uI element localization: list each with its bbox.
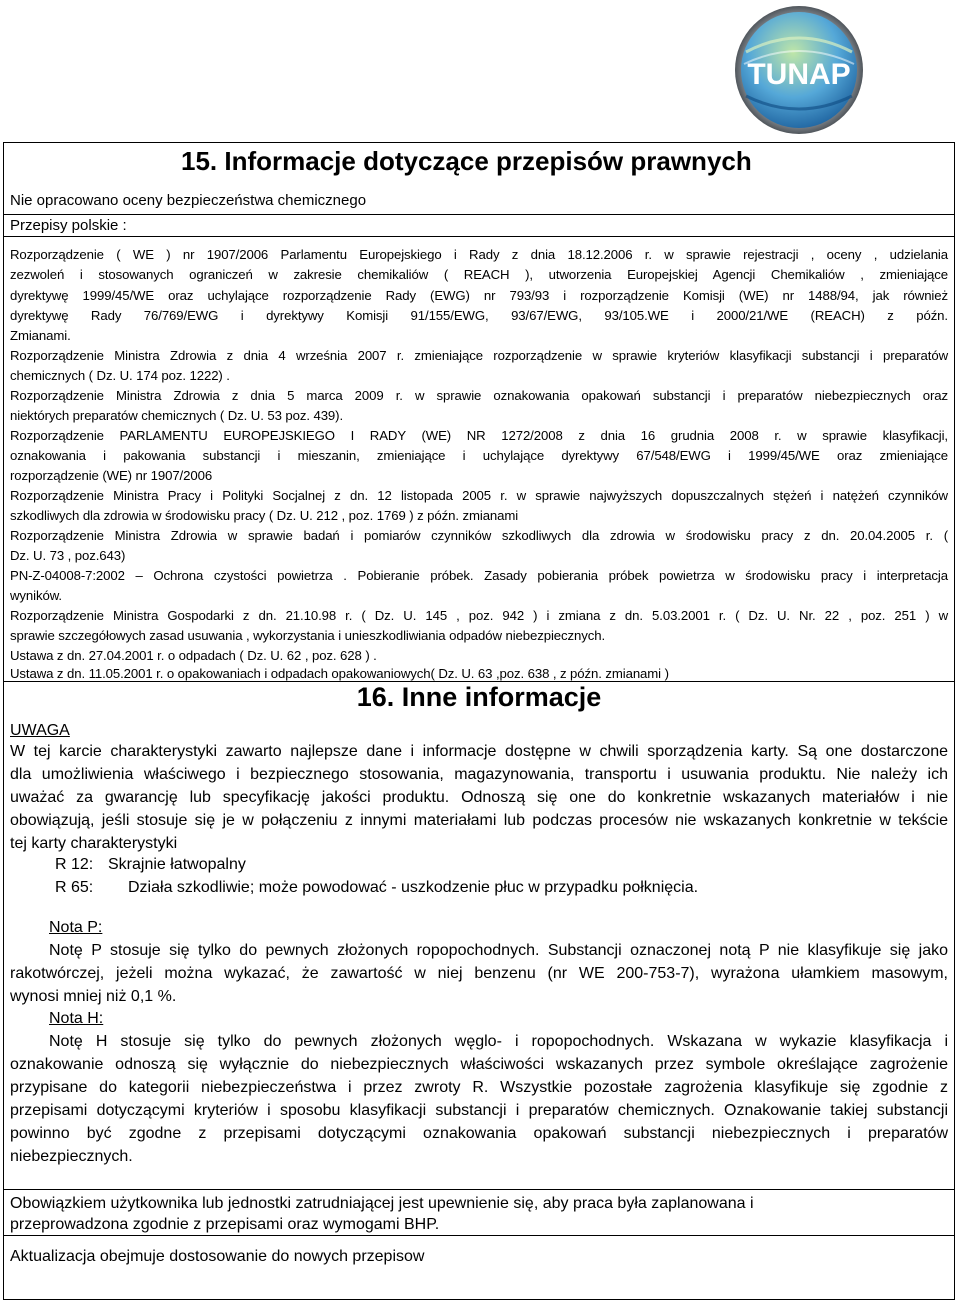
regulation-line: Rozporządzenie Ministra Zdrowia z dnia 5 marca 2009 r. w sprawie oznakowania opakowań substancji i preparatów niebezpiecznych oraz — [10, 388, 948, 403]
content-frame — [3, 142, 955, 1300]
nota-h-line: powinno być zgodne z przepisami dotyczącymi oznakowania opakowań substancji niebezpiecznych i preparatów — [10, 1125, 948, 1142]
intro-line: dla umożliwienia właściwego i bezpiecznego stosowania, magazynowania, transportu i usuwania produktu. Nie należy ich — [10, 766, 948, 783]
regulation-line: rozporządzenie (WE) nr 1907/2006 — [10, 468, 213, 483]
intro-line: obowiązują, jeśli stosuje się je w połączeniu z innymi materiałami lub podczas procesów nie wskazanych konkretnie w tekście — [10, 812, 948, 829]
regulation-line: Ustawa z dn. 11.05.2001 r. o opakowaniach i odpadach opakowaniowych( Dz. U. 63 ,poz. 638 , z późn. zmianami ) — [10, 666, 669, 681]
nota-h-line: przypisane do kategorii niebezpieczeństwa i przez zwroty R. Wszystkie pozostałe zagrożenia klasyfikuje się zgodnie z — [10, 1079, 948, 1096]
update-note: Aktualizacja obejmuje dostosowanie do nowych przepisow — [10, 1248, 425, 1265]
nota-h-line: Notę H stosuje się tylko do pewnych złożonych węglo- i ropopochodnych. Wskazana w wykazie klasyfikacja i — [49, 1033, 948, 1050]
regulation-line: zezwoleń i stosowanych ograniczeń w zakresie chemikaliów ( REACH ), utworzenia Europejskiej Agencji Chemikaliów , zmieniające — [10, 267, 948, 282]
regulation-line: Zmianami. — [10, 328, 71, 343]
regulation-line: Rozporządzenie PARLAMENTU EUROPEJSKIEGO I RADY (WE) NR 1272/2008 z dnia 16 grudnia 2008 r. w sprawie klasyfikacji, — [10, 428, 948, 443]
svg-text:TUNAP: TUNAP — [747, 58, 851, 91]
regulation-line: oznakowania i pakowania substancji i mieszanin, zmieniające i uchylające dyrektywy 67/548/EWG i 1999/45/WE oraz zmieniające — [10, 448, 948, 463]
nota-h-line: oznakowanie odnoszą się wyłącznie do niebezpiecznych właściwości wskazanych przez symbole określające zagrożenie — [10, 1056, 948, 1073]
regulation-line: chemicznych ( Dz. U. 174 poz. 1222) . — [10, 368, 230, 383]
regulation-line: PN-Z-04008-7:2002 – Ochrona czystości powietrza . Pobieranie próbek. Zasady pobierania próbek powietrza w środowisku pracy i interpretacja — [10, 568, 948, 583]
intro-line: uważać za gwarancję lub specyfikację jakości produktu. Odnoszą się one do konkretnie wskazanych materiałów i nie — [10, 789, 948, 806]
regulation-line: Ustawa z dn. 27.04.2001 r. o odpadach ( Dz. U. 62 , poz. 628 ) . — [10, 648, 377, 663]
nota-p-line: Notę P stosuje się tylko do pewnych złożonych ropopochodnych. Substancji oznaczonej notą P nie klasyfikuje się jako — [49, 942, 948, 959]
section-15-title: 15. Informacje dotyczące przepisów prawnych — [181, 146, 752, 176]
r65-text: Działa szkodliwie; może powodować - uszkodzenie płuc w przypadku połknięcia. — [128, 879, 699, 896]
no-assessment-note: Nie opracowano oceny bezpieczeństwa chemicznego — [10, 192, 367, 209]
obligation-line: przeprowadzona zgodnie z przepisami oraz wymogami BHP. — [10, 1216, 440, 1233]
nota-p-line: rakotwórczej, jeżeli można wykazać, że zawartość w niej benzenu (nr WE 200-753-7), wyrażona ułamkiem masowym, — [10, 965, 948, 982]
nota-h-label: Nota H: — [49, 1010, 104, 1027]
regulation-line: Rozporządzenie Ministra Zdrowia z dnia 4 września 2007 r. zmieniające rozporządzenie w sprawie kryteriów klasyfikacji substancji i preparatów — [10, 348, 948, 363]
r12-text: Skrajnie łatwopalny — [108, 856, 246, 873]
regulation-line: Rozporządzenie ( WE ) nr 1907/2006 Parlamentu Europejskiego i Rady z dnia 18.12.2006 r. w sprawie rejestracji , oceny , udzielania — [10, 247, 948, 262]
obligation-line: Obowiązkiem użytkownika lub jednostki zatrudniającej jest upewnienie się, aby praca była zaplanowana i — [10, 1195, 754, 1212]
r12-code: R 12: — [55, 856, 94, 873]
nota-h-line: przepisami dotyczącymi kryteriów i sposobu klasyfikacji substancji i preparatów chemicznych. Oznakowanie takiej substancji — [10, 1102, 948, 1119]
polish-regulations-label: Przepisy polskie : — [10, 217, 127, 234]
regulation-line: szkodliwych dla zdrowia w środowisku pracy ( Dz. U. 212 , poz. 1769 ) z późn. zmianami — [10, 508, 519, 523]
intro-line: W tej karcie charakterystyki zawarto najlepsze dane i informacje dostępne w chwili sporządzenia karty. Są one dostarczone — [10, 743, 948, 760]
regulation-line: dyrektywę Rady 76/769/EWG i dyrektywy Komisji 91/155/EWG, 93/67/EWG, 93/105.WE i 2000/21/WE (REACH) z późn. — [10, 308, 948, 323]
intro-line: tej karty charakterystyki — [10, 835, 178, 852]
regulation-line: Rozporządzenie Ministra Gospodarki z dn. 21.10.98 r. ( Dz. U. 145 , poz. 942 ) i zmiana z dn. 5.03.2001 r. ( Dz. U. Nr. 22 , poz. 251 ) w — [10, 608, 948, 623]
nota-p-line: wynosi mniej niż 0,1 %. — [10, 988, 177, 1005]
nota-p-label: Nota P: — [49, 919, 103, 936]
regulation-line: sprawie szczegółowych zasad usuwania , wykorzystania i unieszkodliwiania odpadów niebezpiecznych. — [10, 628, 606, 643]
section-16-title: 16. Inne informacje — [356, 682, 602, 712]
uwaga-heading: UWAGA — [10, 722, 70, 739]
nota-h-line: niebezpiecznych. — [10, 1148, 133, 1165]
r65-code: R 65: — [55, 879, 94, 896]
regulation-line: Dz. U. 73 , poz.643) — [10, 548, 126, 563]
tunap-logo — [726, 4, 872, 136]
regulation-line: niektórych preparatów chemicznych ( Dz. U. 53 poz. 439). — [10, 408, 344, 423]
regulation-line: wyników. — [10, 588, 62, 603]
regulation-line: Rozporządzenie Ministra Pracy i Polityki Socjalnej z dn. 12 listopada 2005 r. w sprawie najwyższych dopuszczalnych stężeń i natężeń czynników — [10, 488, 948, 503]
regulation-line: Rozporządzenie Ministra Zdrowia w sprawie badań i pomiarów czynników szkodliwych dla zdrowia w środowisku pracy z dn. 20.04.2005 r. ( — [10, 528, 948, 543]
regulation-line: dyrektywę 1999/45/WE oraz uchylające rozporządzenie Rady (EWG) nr 793/93 i rozporządzenie Komisji (WE) nr 1488/94, jak również — [10, 288, 948, 303]
